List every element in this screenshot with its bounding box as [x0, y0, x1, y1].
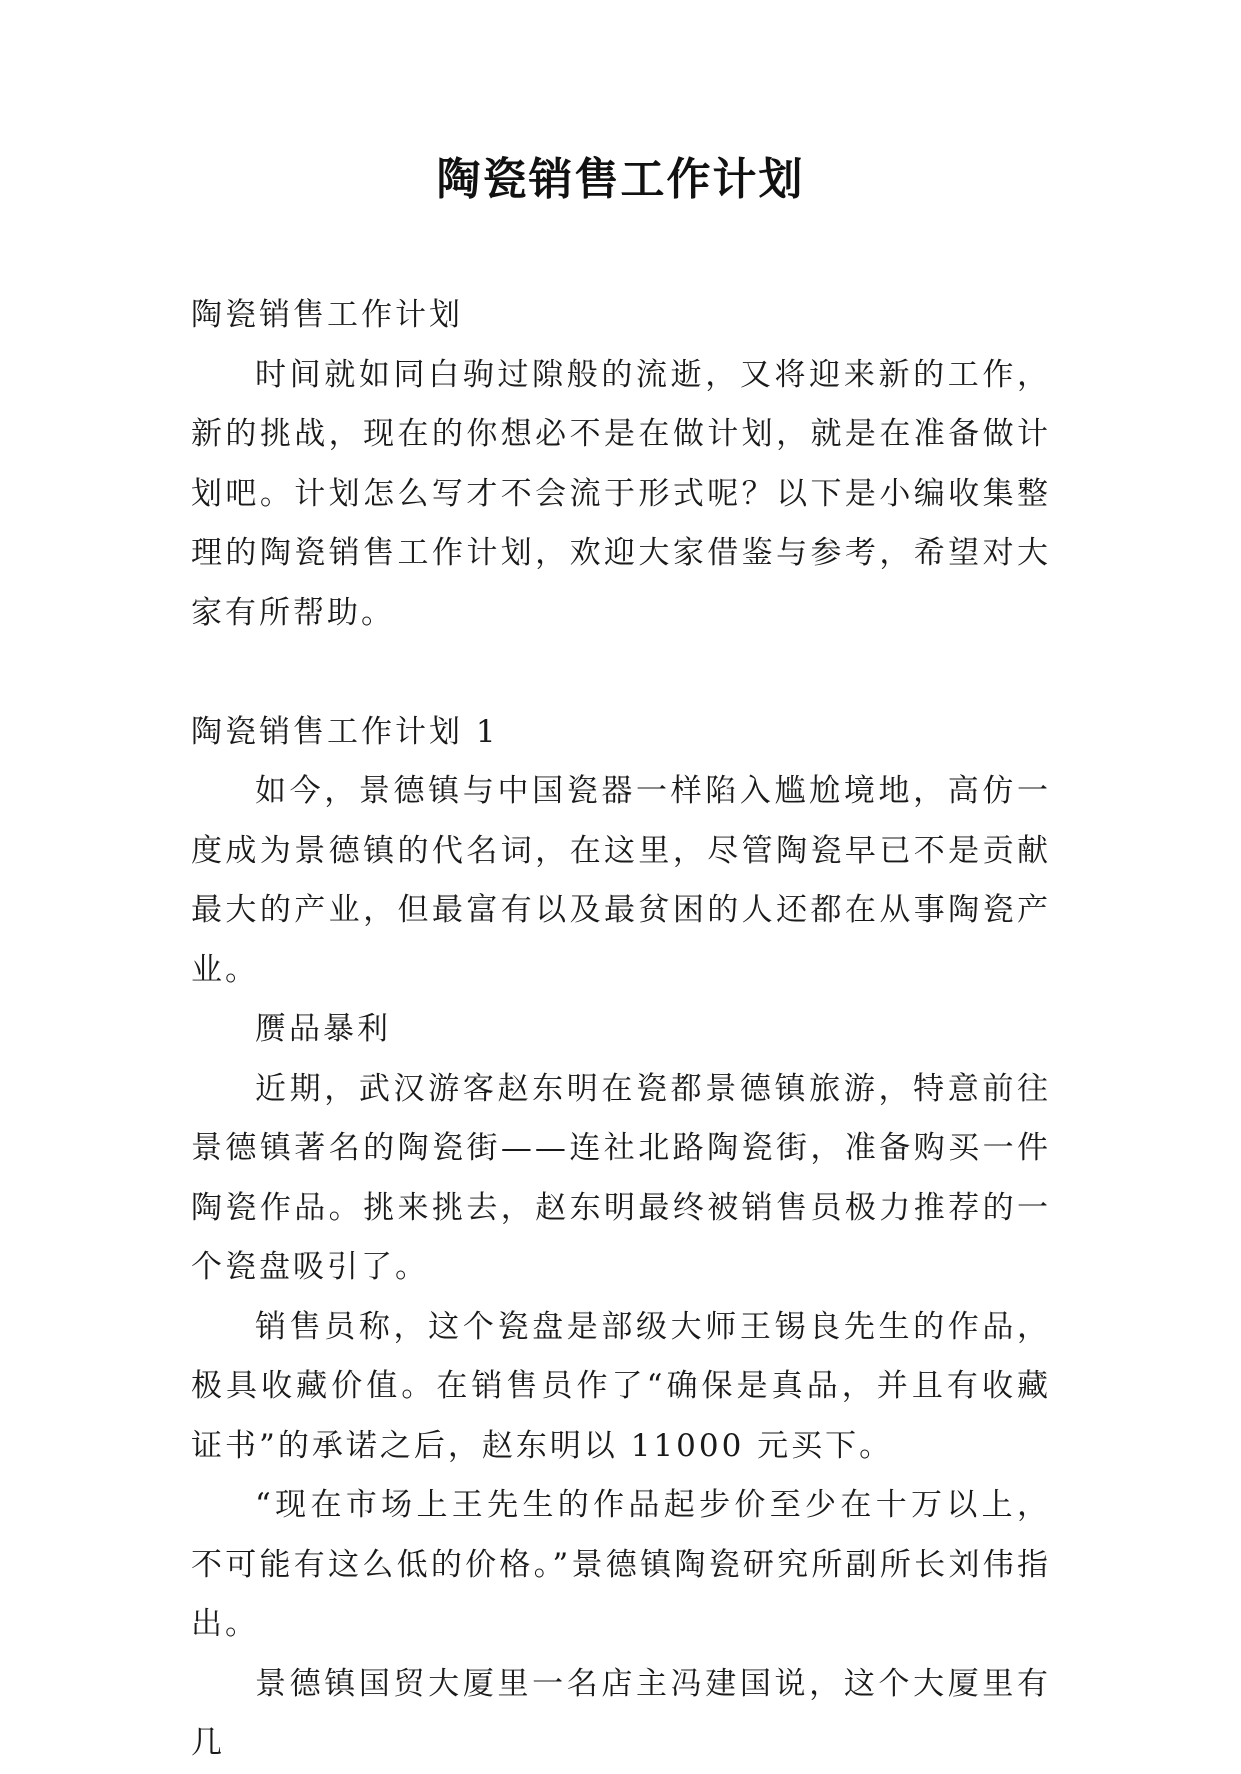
document-title: 陶瓷销售工作计划 [436, 154, 805, 205]
intro-heading: 陶瓷销售工作计划 [191, 297, 463, 333]
quote-paragraph: “现在市场上王先生的作品起步价至少在十万以上，不可能有这么低的价格。”景德镇陶瓷研究所副所长刘伟指出。 [191, 1487, 1051, 1642]
body-paragraph: 景德镇国贸大厦里一名店主冯建国说，这个大厦里有几 [191, 1665, 1051, 1761]
body-paragraph: 如今，景德镇与中国瓷器一样陷入尴尬境地，高仿一度成为景德镇的代名词，在这里，尽管陶瓷早已不是贡献最大的产业，但最富有以及最贫困的人还都在从事陶瓷产业。 [191, 773, 1051, 988]
section-spacer [191, 643, 1051, 703]
body-paragraph: 销售员称，这个瓷盘是部级大师王锡良先生的作品，极具收藏价值。在销售员作了“确保是真品，并且有收藏证书”的承诺之后，赵东明以 11000 元买下。 [191, 1308, 1051, 1464]
body-paragraph: 近期，武汉游客赵东明在瓷都景德镇旅游，特意前往景德镇著名的陶瓷街——连社北路陶瓷街，准备购买一件陶瓷作品。挑来挑去，赵东明最终被销售员极力推荐的一个瓷盘吸引了。 [191, 1070, 1051, 1285]
document-body [191, 286, 1051, 1774]
section-heading: 陶瓷销售工作计划 1 [191, 713, 499, 750]
intro-paragraph: 时间就如同白驹过隙般的流逝，又将迎来新的工作，新的挑战，现在的你想必不是在做计划，就是在准备做计划吧。计划怎么写才不会流于形式呢？以下是小编收集整理的陶瓷销售工作计划，欢迎大家借鉴与参考，希望对大家有所帮助。 [191, 356, 1051, 631]
subheading-paragraph: 赝品暴利 [255, 1011, 391, 1047]
